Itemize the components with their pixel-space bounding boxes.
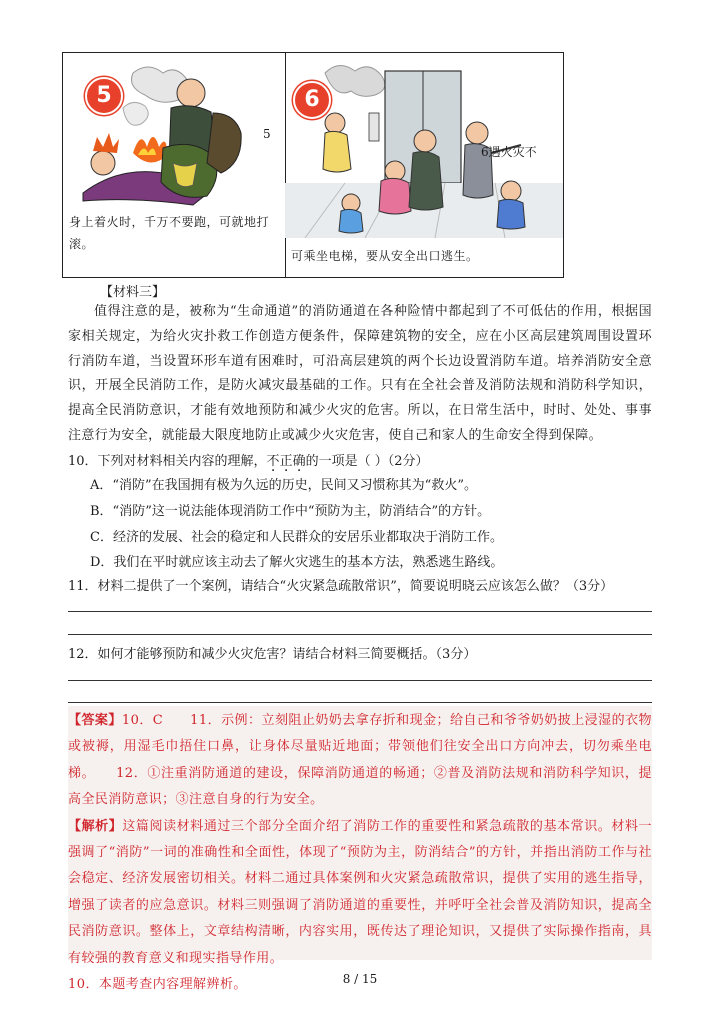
question-10-emph-3: 确	[292, 454, 306, 469]
analysis-tail: 10．本题考查内容理解辨析。	[68, 977, 247, 993]
option-a: A．“消防”在我国拥有极为久远的历史，民间又习惯称其为“救火”。	[90, 478, 477, 493]
answer-tag: 【答案】	[68, 713, 122, 728]
panel-6-number-badge: 6	[293, 81, 331, 119]
answer-paragraph	[68, 708, 652, 814]
option-d: D．我们在平时就应该主动去了解火灾逃生的基本方法，熟悉逃生路线。	[90, 555, 504, 570]
question-10	[68, 452, 429, 472]
option-b: B．“消防”这一说法能体现消防工作中“预防为主，防消结合”的方针。	[90, 504, 491, 519]
question-11: 11．材料二提供了一个案例，请结合“火灾紧急疏散常识”，简要说明晓云应该怎么做？（3分）	[68, 579, 614, 594]
panel-5-number-badge: 5	[85, 77, 123, 115]
question-12: 12．如何才能够预防和减少火灾危害？请结合材料三简要概括。（3分）	[68, 647, 477, 662]
comic-figure	[62, 52, 564, 278]
comic-panel-6	[285, 53, 563, 277]
question-10-emph-2: 正	[279, 454, 293, 469]
option-c: C．经济的发展、社会的稳定和人民群众的安居乐业都取决于消防工作。	[90, 530, 503, 545]
panel-6-side-text: 6遇火灾不	[481, 145, 537, 159]
question-10-prefix: 10．下列对材料相关内容的理解，	[68, 454, 267, 469]
panel-5-caption: 身上着火时，千万不要跑，可就地打滚。	[69, 215, 270, 251]
panel-5-side-number: 5	[263, 127, 271, 141]
answer-line	[68, 680, 652, 681]
page-number: 8 / 15	[342, 972, 378, 986]
comic-panel-5	[63, 53, 286, 277]
answer-line	[68, 611, 652, 612]
material3-heading: 【材料三】	[100, 285, 166, 300]
question-10-suffix: 的一项是（ ）（2分）	[305, 454, 429, 469]
panel-5-illustration	[63, 53, 283, 213]
question-10-emph-1: 不	[266, 454, 280, 469]
analysis-text: 这篇阅读材料通过三个部分全面介绍了消防工作的重要性和紧急疏散的基本常识。材料一强调了“消防”一词的准确性和全面性，体现了“预防为主，防消结合”的方针，并指出消防工作与社会稳定、经济发展密切相关。材料二通过具体案例和火灾紧急疏散常识，提供了实用的逃生指导，增强了读者的应急意识。材料三则强调了消防通道的重要性，并呼吁全社会普及消防知识，提高全民消防意识。整体上，文章结构清晰，内容实用，既传达了理论知识，又提供了实际操作指南，具有较强的教育意义和现实指导作用。	[68, 818, 652, 966]
analysis-tag: 【解析】	[68, 818, 123, 834]
material3-paragraph: 值得注意的是，被称为“生命通道”的消防通道在各种险情中都起到了不可低估的作用，根据国家相关规定，为给火灾扑救工作创造方便条件，保障建筑物的安全，应在小区高层建筑周围设置环行消防车道，当设置环形车道有困难时，可沿高层建筑的两个长边设置消防车道。培养消防安全意识，开展全民消防工作，是防火减灾最基础的工作。只有在全社会普及消防法规和消防科学知识，提高全民消防意识，才能有效地预防和减少火灾的危害。所以，在日常生活中，时时、处处、事事注意行为安全，就能最大限度地防止或减少火灾危害，使自己和家人的生命安全得到保障。	[68, 304, 652, 443]
panel-6-caption: 可乘坐电梯，要从安全出口逃生。	[291, 249, 479, 263]
answer-line	[68, 702, 652, 703]
answer-text: 10．C 11．示例：立刻阻止奶奶去拿存折和现金；给自己和爷爷奶奶披上浸湿的衣物或被褥，用湿毛巾捂住口鼻，让身体尽量贴近地面；带领他们往安全出口方向冲去，切勿乘坐电梯。 12．①注重消防通道的建设，保障消防通道的畅通；②普及消防法规和消防科学知识，提高全民消防意识；③注意自身的行为安全。	[68, 713, 652, 808]
answer-line	[68, 634, 652, 635]
analysis-paragraph	[68, 814, 652, 972]
